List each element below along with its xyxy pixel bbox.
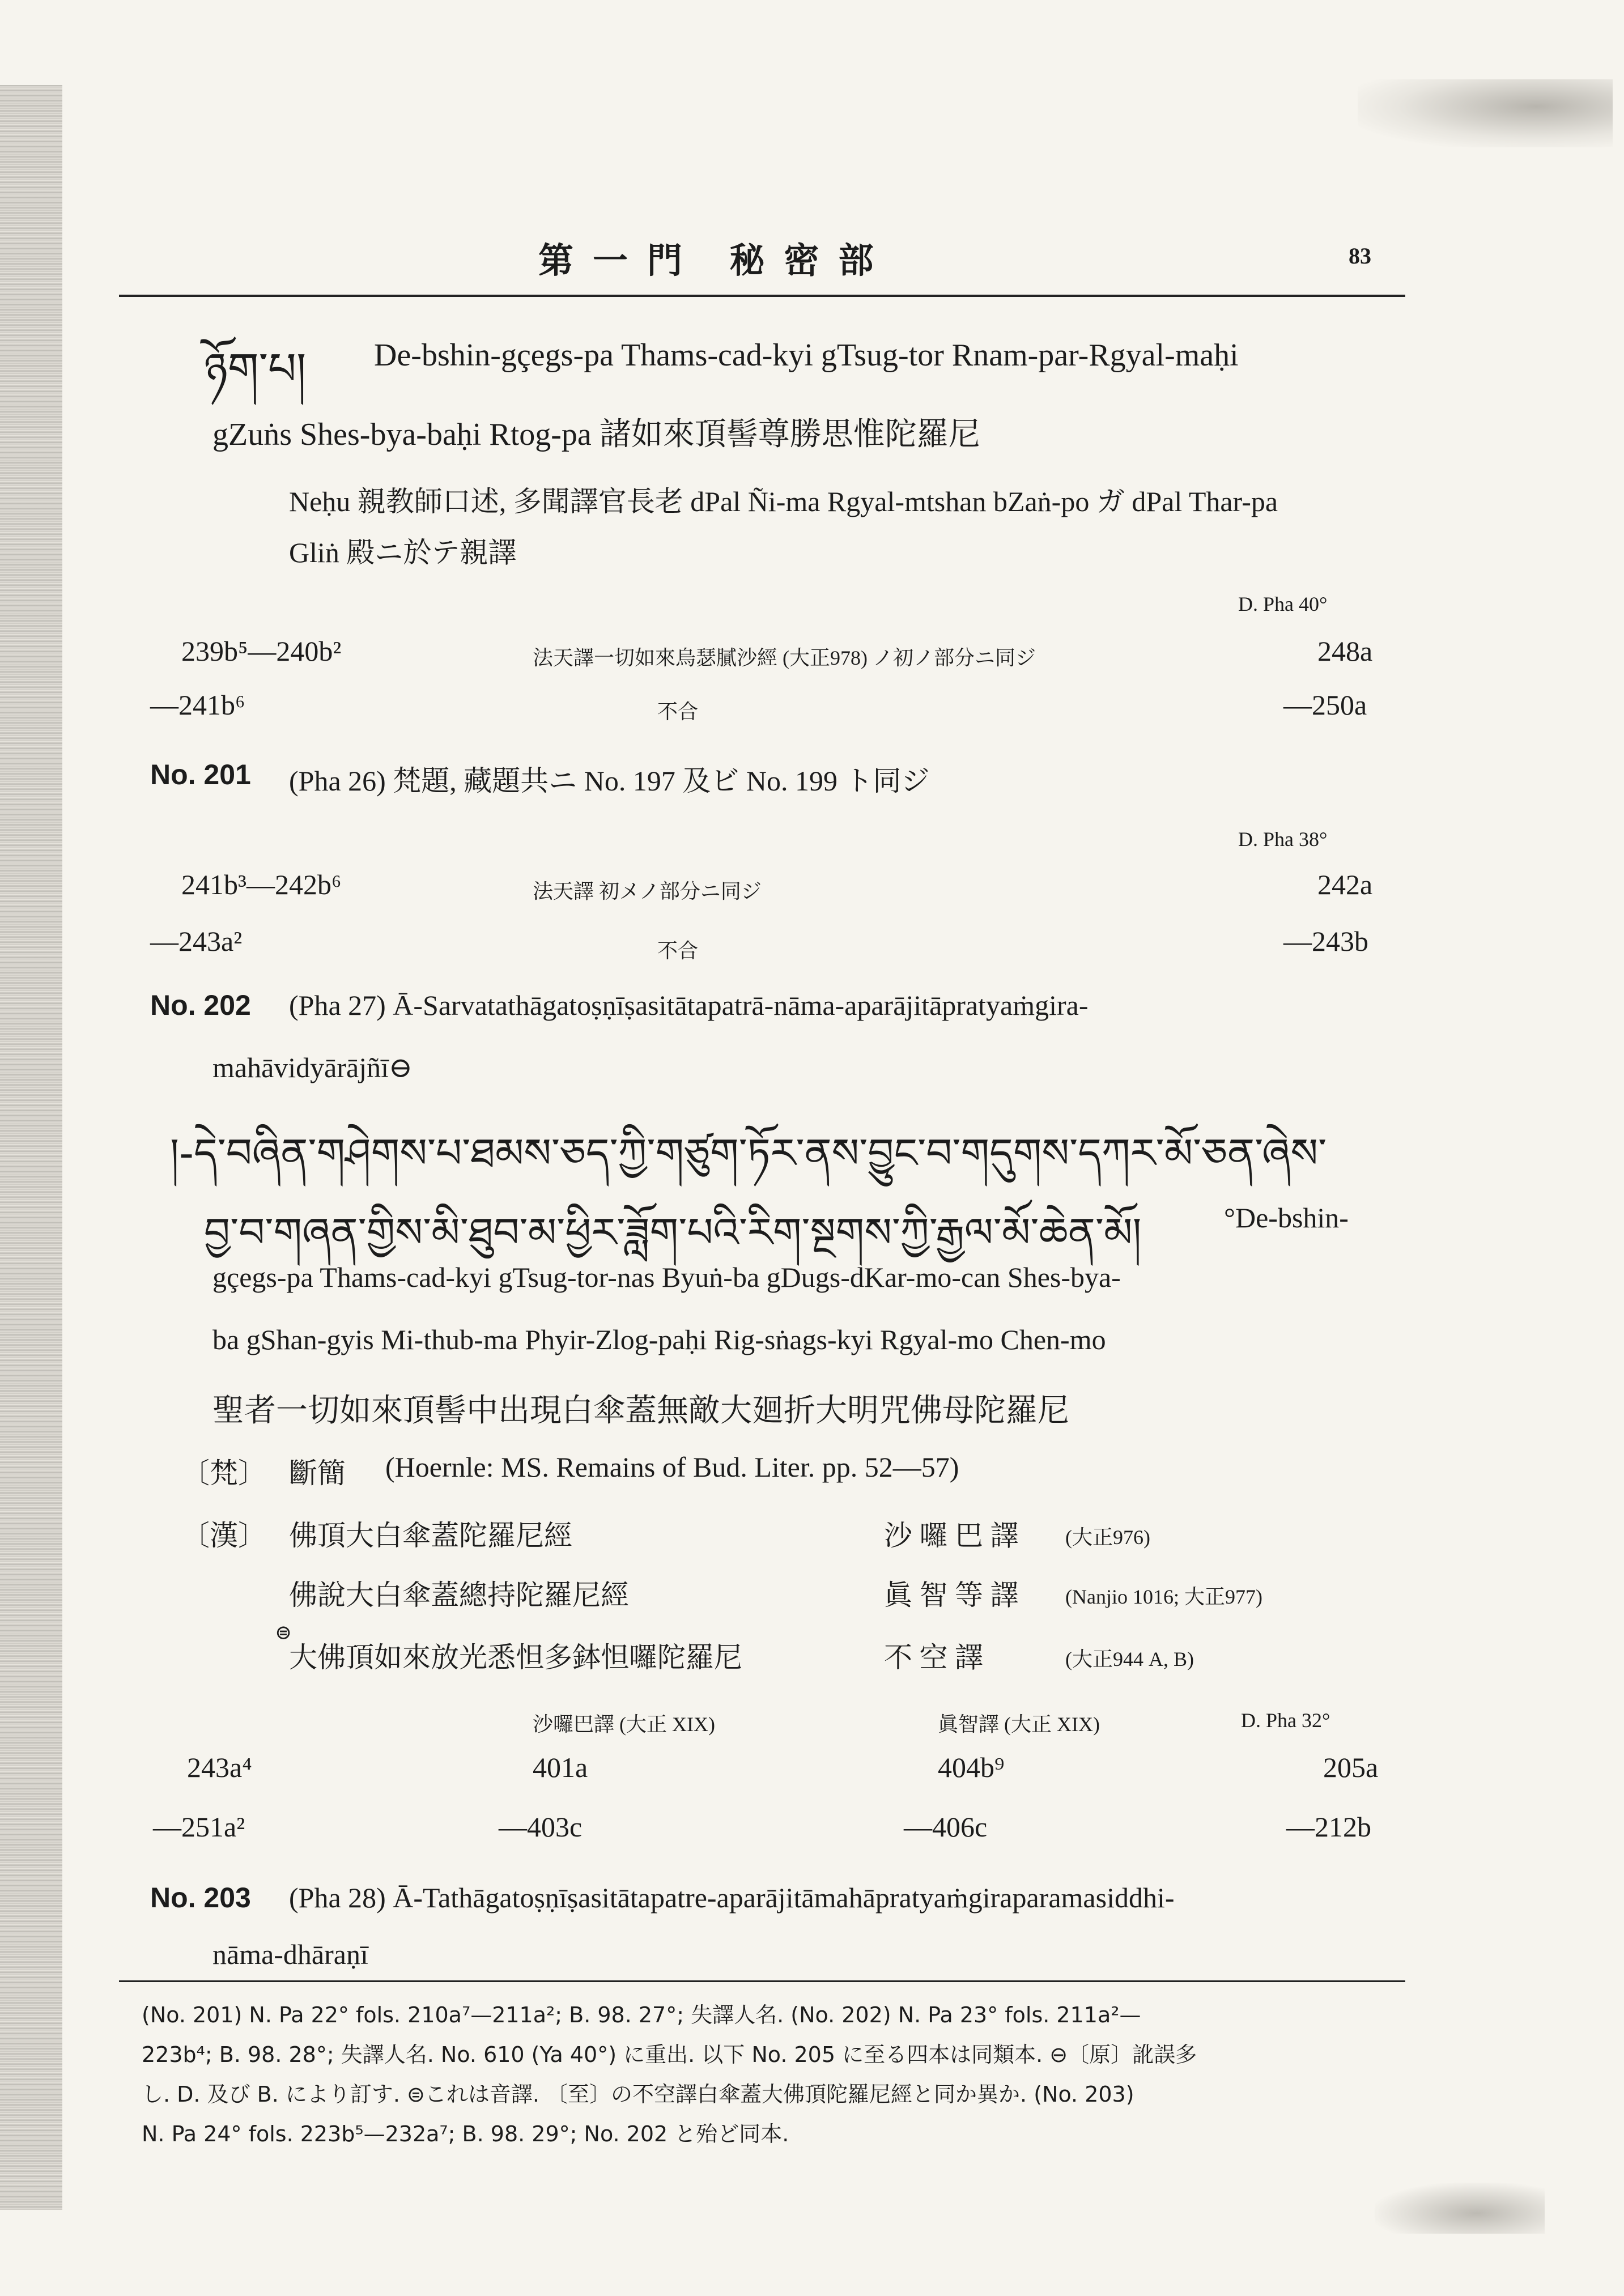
chinese-translation-2-ref: (Nanjio 1016; 大正977)	[1065, 1585, 1262, 1608]
footnote-line-2: 223b⁴; B. 98. 28°; 失譯人名. No. 610 (Ya 40°) に重出. 以下 No. 205 に至る四本は同類本. ⊖〔原〕訛誤多	[142, 2042, 1197, 2067]
chinese-translation-1-translator: 沙 囉 巴 譯	[884, 1520, 1019, 1551]
entry201-folio-start: 241b³—242b⁶	[181, 869, 342, 900]
footnote-line-4: N. Pa 24° fols. 223b⁵—232a⁷; B. 98. 29°; No. 202 と殆ど同本.	[142, 2121, 789, 2146]
entry200-folio-start: 239b⁵—240b²	[181, 635, 342, 667]
concordance-row2-derge: —212b	[1286, 1811, 1371, 1843]
chinese-translation-3-mark: ⊜	[275, 1621, 292, 1644]
footnote-line-3: し. D. 及び B. により訂す. ⊜これは音譯. 〔至〕の不空譯白傘蓋大佛頂陀羅尼經と同か異か. (No. 203)	[142, 2082, 1134, 2107]
entry200-parallel-note: 法天譯一切如來烏瑟膩沙經 (大正978) ノ初ノ部分ニ同ジ	[533, 647, 1036, 669]
page-number: 83	[1349, 243, 1371, 269]
chinese-translation-3-title: 大佛頂如來放光悉怛多鉢怛囉陀羅尼	[289, 1642, 742, 1673]
entry201-derge-start: 242a	[1317, 869, 1373, 900]
entry201-derge-ref: D. Pha 38°	[1238, 828, 1328, 851]
entry201-folio-end: —243a²	[150, 925, 243, 957]
entry202-tibetan-line2: བྱ་བ་གཞན་གྱིས་མི་ཐུབ་མ་ཕྱིར་ཟློག་པའི་རིག་སྔགས་ཀྱི་རྒྱལ་མོ་ཆེན་མོ།	[204, 1209, 1142, 1256]
entry201-derge-end: —243b	[1283, 925, 1368, 957]
chinese-translation-3-translator: 不 空 譯	[884, 1642, 983, 1673]
entry202-number: No. 202	[150, 989, 251, 1021]
entry200-derge-start: 248a	[1317, 635, 1373, 667]
entry203-sanskrit-title-cont: nāma-dhāraṇī	[212, 1938, 368, 1970]
entry202-sanskrit-title-cont: mahāvidyārājñī⊖	[212, 1052, 413, 1083]
chinese-translation-1-ref: (大正976)	[1065, 1526, 1150, 1549]
entry200-roman-title: De-bshin-gçegs-pa Thams-cad-kyi gTsug-tor Rnam-par-Rgyal-maḥi	[374, 338, 1239, 373]
entry202-roman-line2: ba gShan-gyis Mi-thub-ma Phyir-Zlog-paḥi Rig-sṅags-kyi Rgyal-mo Chen-mo	[212, 1324, 1106, 1355]
sanskrit-fragment: 斷簡	[289, 1457, 346, 1489]
concordance-row1-sharaba: 401a	[533, 1751, 588, 1783]
footnote-line-1: (No. 201) N. Pa 22° fols. 210a⁷—211a²; B. 98. 27°; 失譯人名. (No. 202) N. Pa 23° fols. 211a²—	[142, 2002, 1141, 2027]
sanskrit-reference: (Hoernle: MS. Remains of Bud. Liter. pp. 52—57)	[385, 1451, 959, 1483]
concordance-col-derge: D. Pha 32°	[1241, 1709, 1330, 1732]
sanskrit-section-label: 〔梵〕	[181, 1457, 266, 1489]
concordance-row1-derge: 205a	[1323, 1751, 1379, 1783]
entry202-sanskrit-title: (Pha 27) Ā-Sarvatathāgatoṣṇīṣasitātapatrā-nāma-aparājitāpratyaṁgira-	[289, 989, 1089, 1021]
entry201-mismatch-note: 不合	[657, 939, 699, 962]
chinese-translation-2-translator: 眞 智 等 譯	[884, 1579, 1019, 1611]
concordance-row2-zhenzhi: —406c	[904, 1811, 988, 1843]
entry200-derge-ref: D. Pha 40°	[1238, 593, 1328, 615]
concordance-row1-peking: 243a⁴	[187, 1751, 252, 1783]
chinese-section-label: 〔漢〕	[181, 1520, 266, 1551]
chinese-translation-1-title: 佛頂大白傘蓋陀羅尼經	[289, 1520, 572, 1551]
chinese-translation-3-ref: (大正944 A, B)	[1065, 1648, 1194, 1670]
entry201-number: No. 201	[150, 759, 251, 790]
entry200-translator-line: Neḥu 親教師口述, 多聞譯官長老 dPal Ñi-ma Rgyal-mtshan bZaṅ-po ガ dPal Thar-pa	[289, 486, 1278, 517]
concordance-row2-sharaba: —403c	[499, 1811, 583, 1843]
entry200-tibetan-end: ཉོག་པ།	[204, 344, 307, 395]
entry200-mismatch-note: 不合	[657, 700, 699, 723]
concordance-row1-zhenzhi: 404b⁹	[938, 1751, 1005, 1783]
concordance-col-sharaba: 沙囉巴譯 (大正 XIX)	[533, 1713, 715, 1736]
concordance-col-zhenzhi: 眞智譯 (大正 XIX)	[938, 1713, 1100, 1736]
entry200-translator-line2: Gliṅ 殿ニ於テ親譯	[289, 537, 517, 568]
entry200-derge-end: —250a	[1283, 689, 1367, 721]
entry202-roman-line1: gçegs-pa Thams-cad-kyi gTsug-tor-nas Byuṅ-ba gDugs-dKar-mo-can Shes-bya-	[212, 1261, 1121, 1293]
entry201-description: (Pha 26) 梵題, 藏題共ニ No. 197 及ビ No. 199 ト同ジ	[289, 765, 930, 797]
entry202-roman-start: °De-bshin-	[1224, 1202, 1349, 1234]
concordance-row2-peking: —251a²	[153, 1811, 245, 1843]
entry203-sanskrit-title: (Pha 28) Ā-Tathāgatoṣṇīṣasitātapatre-aparājitāmahāpratyaṁgiraparamasiddhi-	[289, 1882, 1175, 1914]
entry200-title-line2: gZuṅs Shes-bya-baḥi Rtog-pa 諸如來頂髻尊勝思惟陀羅尼	[212, 417, 980, 452]
header-rule	[119, 295, 1405, 297]
page-header-title: 第一門 秘密部	[538, 242, 893, 280]
entry202-tibetan-line1: །-དེ་བཞིན་གཤེགས་པ་ཐམས་ཅད་ཀྱི་གཙུག་ཏོར་ནས་བྱུང་བ་གདུགས་དཀར་མོ་ཅན་ཞེས་	[170, 1129, 1327, 1177]
footnote-rule	[119, 1980, 1405, 1982]
entry201-parallel-note: 法天譯 初メノ部分ニ同ジ	[533, 880, 762, 903]
chinese-translation-2-title: 佛說大白傘蓋總持陀羅尼經	[289, 1579, 629, 1611]
entry202-chinese-title: 聖者一切如來頂髻中出現白傘蓋無敵大廻折大明咒佛母陀羅尼	[212, 1393, 1069, 1428]
entry200-folio-end: —241b⁶	[150, 689, 245, 721]
entry203-number: No. 203	[150, 1882, 251, 1914]
